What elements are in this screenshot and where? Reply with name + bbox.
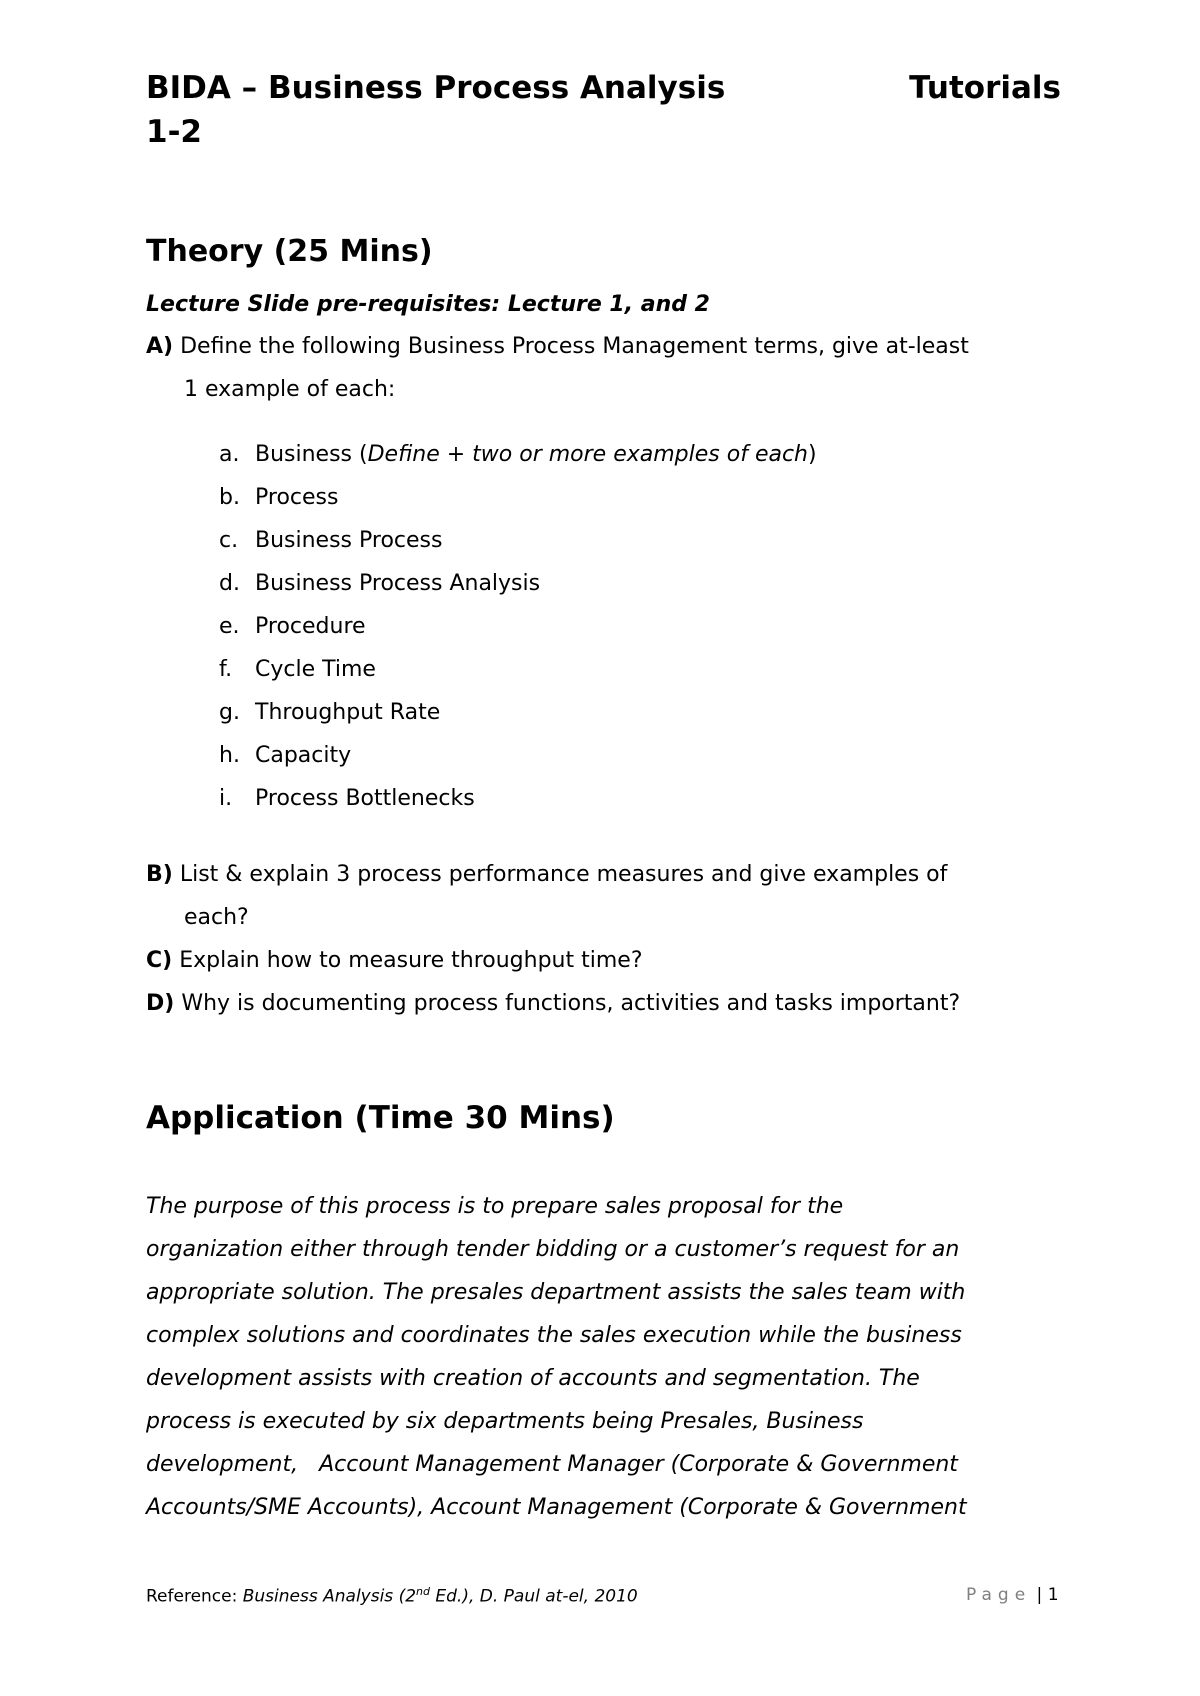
list-item-letter: g. bbox=[219, 700, 240, 725]
paragraph-line: complex solutions and coordinates the sales execution while the business bbox=[146, 1323, 962, 1348]
question-b-line1: List & explain 3 process performance measures and give examples of bbox=[179, 862, 948, 887]
list-item-text-end: ) bbox=[808, 442, 817, 467]
question-d-label: D) bbox=[146, 991, 175, 1016]
page-word: Page bbox=[966, 1585, 1032, 1605]
list-item-letter: f. bbox=[219, 657, 233, 682]
question-b-line2: each? bbox=[184, 905, 249, 930]
title-left: BIDA – Business Process Analysis bbox=[146, 70, 726, 106]
list-item-letter: h. bbox=[219, 743, 240, 768]
question-c-label: C) bbox=[146, 948, 173, 973]
reference-label: Reference: bbox=[146, 1586, 243, 1607]
question-a-line1: Define the following Business Process Management terms, give at-least bbox=[180, 334, 969, 359]
paragraph-line: process is executed by six departments being Presales, Business bbox=[146, 1409, 864, 1434]
reference-book: Business Analysis (2 bbox=[242, 1586, 417, 1607]
list-item-text: Cycle Time bbox=[255, 657, 376, 682]
list-item bbox=[219, 734, 817, 777]
terms-list bbox=[219, 433, 817, 820]
list-item-letter: c. bbox=[219, 528, 239, 553]
list-item-text: Procedure bbox=[255, 614, 366, 639]
prerequisites-line: Lecture Slide pre-requisites: Lecture 1, and 2 bbox=[146, 292, 710, 317]
question-b bbox=[146, 853, 1061, 939]
list-item bbox=[219, 648, 817, 691]
question-a-line2: 1 example of each: bbox=[184, 377, 396, 402]
list-item-text-italic: Define + two or more examples of each bbox=[367, 442, 809, 467]
paragraph-line: development, Account Management Manager (Corporate & Government bbox=[146, 1452, 958, 1477]
question-d bbox=[146, 982, 1061, 1025]
list-item-text: Throughput Rate bbox=[255, 700, 441, 725]
application-heading: Application (Time 30 Mins) bbox=[146, 1100, 615, 1136]
list-item-text: Capacity bbox=[255, 743, 352, 768]
title-continuation: 1-2 bbox=[146, 114, 203, 150]
list-item-text: Business Process Analysis bbox=[255, 571, 541, 596]
question-a-label: A) bbox=[146, 334, 174, 359]
question-d-text: Why is documenting process functions, activities and tasks important? bbox=[181, 991, 961, 1016]
list-item-letter: d. bbox=[219, 571, 240, 596]
list-item-letter: i. bbox=[219, 786, 233, 811]
theory-heading: Theory (25 Mins) bbox=[146, 234, 433, 269]
list-item bbox=[219, 777, 817, 820]
footer-reference bbox=[146, 1585, 638, 1607]
page-separator: | bbox=[1031, 1585, 1048, 1605]
page-number-value: 1 bbox=[1047, 1585, 1059, 1605]
page-footer bbox=[146, 1585, 1101, 1607]
list-item bbox=[219, 519, 817, 562]
list-item-letter: a. bbox=[219, 442, 240, 467]
paragraph-line: development assists with creation of accounts and segmentation. The bbox=[146, 1366, 920, 1391]
paragraph-line: The purpose of this process is to prepare sales proposal for the bbox=[146, 1194, 844, 1219]
paragraph-line: Accounts/SME Accounts), Account Management (Corporate & Government bbox=[146, 1495, 967, 1520]
list-item-text: Process Bottlenecks bbox=[255, 786, 475, 811]
list-item bbox=[219, 562, 817, 605]
paragraph-line: appropriate solution. The presales department assists the sales team with bbox=[146, 1280, 966, 1305]
question-a bbox=[146, 325, 1061, 411]
reference-superscript: nd bbox=[416, 1585, 430, 1598]
question-c-text: Explain how to measure throughput time? bbox=[179, 948, 643, 973]
list-item-text: Business Process bbox=[255, 528, 443, 553]
title-right: Tutorials bbox=[909, 70, 1061, 106]
application-paragraph bbox=[146, 1185, 1061, 1529]
list-item bbox=[219, 433, 817, 476]
list-item-text: Process bbox=[255, 485, 339, 510]
page-number bbox=[966, 1585, 1059, 1605]
list-item bbox=[219, 476, 817, 519]
question-b-label: B) bbox=[146, 862, 173, 887]
question-c bbox=[146, 939, 1061, 982]
paragraph-line: organization either through tender bidding or a customer’s request for an bbox=[146, 1237, 960, 1262]
reference-rest: Ed.), D. Paul at-el, 2010 bbox=[429, 1586, 638, 1607]
list-item-letter: e. bbox=[219, 614, 240, 639]
list-item-text bbox=[255, 433, 817, 476]
list-item-text-start: Business ( bbox=[255, 442, 368, 467]
list-item bbox=[219, 691, 817, 734]
list-item-letter: b. bbox=[219, 485, 240, 510]
list-item bbox=[219, 605, 817, 648]
document-title bbox=[146, 66, 1061, 154]
